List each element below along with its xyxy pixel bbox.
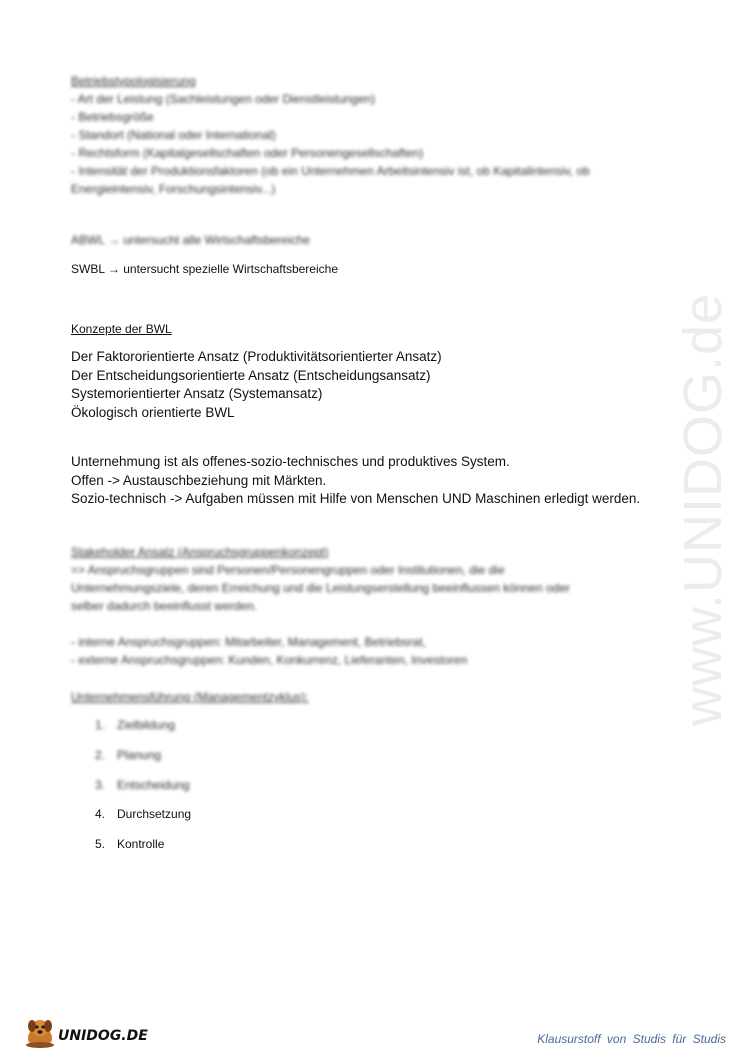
- footer-brand: UNIDOG.DE: [58, 1028, 148, 1044]
- konzepte-list: [71, 348, 442, 422]
- list-item: [95, 748, 161, 762]
- text-line: - Art der Leistung (Sachleistungen oder Dienstleistungen): [71, 92, 376, 106]
- text-line: => Anspruchsgruppen sind Personen/Personengruppen oder Institutionen, die die: [71, 563, 505, 577]
- stakeholder-groups: [71, 633, 467, 669]
- text-line: - Intensität der Produktionsfaktoren (ob ein Unternehmen Arbeitsintensiv ist, ob Kapitalintensiv, ob: [71, 164, 590, 178]
- text-line: - Standort (National oder International): [71, 128, 276, 142]
- list-label: Planung: [117, 748, 162, 762]
- list-item: [95, 837, 164, 851]
- list-label: Durchsetzung: [117, 807, 192, 821]
- list-label: Zielbildung: [117, 718, 176, 732]
- abwl-line: ABWL → untersucht alle Wirtschaftsbereiche: [71, 233, 310, 247]
- footer-tagline: Klausurstoff von Studis für Studis: [537, 1032, 726, 1046]
- list-item: [95, 807, 191, 821]
- text-line: Sozio-technisch -> Aufgaben müssen mit Hilfe von Menschen UND Maschinen erledigt werden.: [71, 491, 641, 506]
- text-line: Unternehmung ist als offenes-sozio-technisches und produktives System.: [71, 454, 510, 469]
- system-paragraph: [71, 453, 640, 509]
- text-line: selber dadurch beeinflusst werden.: [71, 599, 258, 613]
- text-line: Der Faktororientierte Ansatz (Produktivitätsorientierter Ansatz): [71, 349, 442, 364]
- text-line: Ökologisch orientierte BWL: [71, 404, 235, 420]
- section-heading: Betriebstypologisierung: [71, 74, 196, 88]
- list-number: 4.: [95, 807, 106, 821]
- section-stakeholder: [71, 543, 570, 615]
- watermark-text: www.UNIDOG.de: [673, 292, 733, 726]
- swbl-line: SWBL → untersucht spezielle Wirtschaftsbereiche: [71, 262, 338, 276]
- section-typology: [71, 72, 590, 198]
- text-line: Energieintensiv, Forschungsintensiv...): [71, 182, 276, 196]
- list-item: [95, 778, 190, 792]
- section-heading-konzepte: Konzepte der BWL: [71, 322, 172, 336]
- list-label: Kontrolle: [117, 837, 165, 851]
- section-heading: Stakeholder Ansatz (Anspruchsgruppenkonzept): [71, 545, 329, 559]
- text-line: Unternehmungsziele, deren Erreichung und die Leistungserstellung beeinflussen können oder: [71, 581, 570, 595]
- text-line: - externe Anspruchsgruppen: Kunden, Konkurrenz, Lieferanten, Investoren: [71, 653, 468, 667]
- list-item: [95, 718, 175, 732]
- list-number: 2.: [95, 748, 106, 762]
- list-number: 3.: [95, 778, 106, 792]
- list-number: 1.: [95, 718, 106, 732]
- section-heading-management: Unternehmensführung (Managementzyklus):: [71, 690, 309, 704]
- text-line: Systemorientierter Ansatz (Systemansatz): [71, 386, 323, 401]
- text-line: - interne Anspruchsgruppen: Mitarbeiter, Management, Betriebsrat,: [71, 635, 426, 649]
- list-number: 5.: [95, 837, 106, 851]
- list-label: Entscheidung: [117, 778, 190, 792]
- text-line: - Betriebsgröße: [71, 110, 154, 124]
- text-line: Offen -> Austauschbeziehung mit Märkten.: [71, 472, 327, 488]
- text-line: Der Entscheidungsorientierte Ansatz (Entscheidungsansatz): [71, 367, 431, 383]
- text-line: - Rechtsform (Kapitalgesellschaften oder Personengesellschaften): [71, 146, 424, 160]
